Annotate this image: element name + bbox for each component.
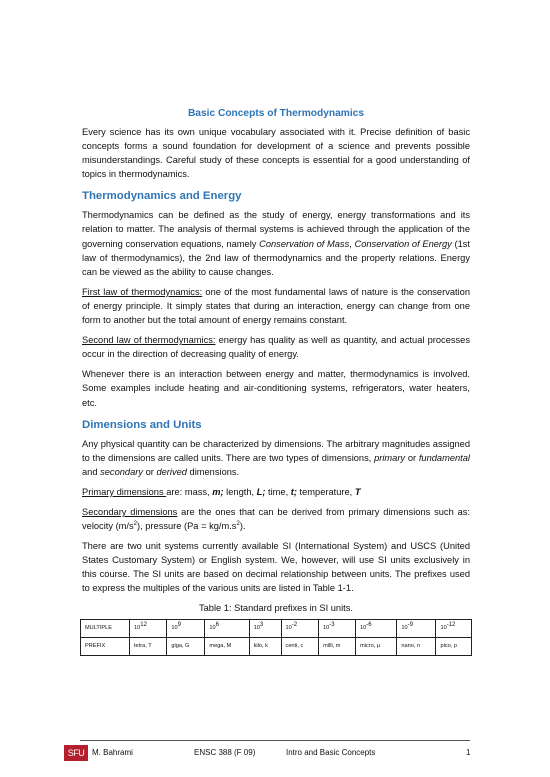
paragraph-unit-systems: There are two unit systems currently available SI (International System) and USCS (United States Customary System) or English system. We, however, will use SI units exclusively in this course. The SI units are based on decimal relationship between units. The prefixes used to express the multiples of the various units are listed in Table 1-1.	[82, 541, 470, 594]
footer-divider	[80, 740, 470, 741]
intro-paragraph: Every science has its own unique vocabulary associated with it. Precise definition of basic concepts forms a sound foundation for development of a science and prevents possible misunderstandings. Careful study of these concepts is essential for a good understanding of topics in thermodynamics.	[82, 127, 470, 180]
multiple-cell: $10^{-9}$	[397, 619, 436, 637]
footer-page-number: 1	[466, 748, 471, 757]
prefix-cell: pico, p	[436, 637, 472, 655]
footer-course: ENSC 388 (F 09)	[194, 748, 256, 757]
multiple-cell: $10^{-3}$	[319, 619, 356, 637]
paragraph-examples: Whenever there is an interaction between energy and matter, thermodynamics is involved. Some examples include heating and air-conditioning systems, refrigerators, water heaters, etc.	[82, 369, 470, 408]
multiple-cell: $10^3$	[249, 619, 281, 637]
multiple-cell: $10^9$	[167, 619, 205, 637]
footer-author: M. Bahrami	[92, 748, 133, 757]
document-title: Basic Concepts of Thermodynamics	[187, 108, 365, 119]
table-row-multiple	[81, 619, 472, 637]
footer-topic: Intro and Basic Concepts	[286, 748, 376, 757]
paragraph-dimensions: Any physical quantity can be characterized by dimensions. The arbitrary magnitudes assigned to the dimensions are called units. There are two types of dimensions, primary or fundamental and secondary or derived dimensions.	[82, 438, 470, 477]
multiple-cell: $10^{-12}$	[436, 619, 472, 637]
table-caption: Table 1: Standard prefixes in SI units.	[198, 602, 353, 613]
paragraph-secondary-dimensions: Secondary dimensions are the ones that can be derived from primary dimensions such as: velocity $(m/s^2)$, pressure $(Pa = kg/m.s^2)$.	[82, 506, 470, 532]
table-row-label: PREFIX	[81, 637, 130, 655]
multiple-cell: $10^{12}$	[130, 619, 167, 637]
multiple-cell: $10^6$	[205, 619, 249, 637]
second-law-label: Second law of thermodynamics:	[82, 335, 216, 346]
document-body	[82, 107, 470, 656]
paragraph-first-law: First law of thermodynamics: one of the most fundamental laws of nature is the conservation of energy principle. It simply states that during an interaction, energy can change from one form to another but the total amount of energy remains constant.	[82, 286, 471, 326]
si-prefix-table	[80, 619, 472, 656]
section-heading-dimensions-units: Dimensions and Units	[82, 418, 202, 431]
paragraph-primary-dimensions: Primary dimensions are: mass, m; length, L; time, t; temperature, T	[82, 486, 361, 497]
prefix-cell: mega, M	[205, 637, 249, 655]
prefix-cell: kilo, k	[249, 637, 281, 655]
multiple-cell: $10^{-6}$	[356, 619, 397, 637]
page-footer	[64, 745, 474, 761]
prefix-cell: giga, G	[167, 637, 205, 655]
paragraph-thermo-definition: Thermodynamics can be defined as the study of energy, energy transformations and its relation to matter. The analysis of thermal systems is achieved through the application of the governing conservation equations, namely Conservation of Mass, Conservation of Energy (1st law of thermodynamics), the 2nd law of thermodynamics and the property relations. Energy can be viewed as the ability to cause changes.	[82, 210, 470, 277]
table-row-prefix	[81, 637, 472, 655]
prefix-cell: centi, c	[281, 637, 319, 655]
prefix-cell: micro, µ	[356, 637, 397, 655]
table-row-label: MULTIPLE	[81, 619, 130, 637]
multiple-cell: $10^{-2}$	[281, 619, 319, 637]
prefix-cell: milli, m	[319, 637, 356, 655]
prefix-cell: nano, n	[397, 637, 436, 655]
first-law-label: First law of thermodynamics:	[82, 286, 203, 297]
section-heading-thermodynamics-energy: Thermodynamics and Energy	[82, 190, 242, 203]
prefix-cell: tetra, T	[130, 637, 167, 655]
sfu-logo: SFU	[64, 745, 88, 761]
paragraph-second-law: Second law of thermodynamics: energy has quality as well as quantity, and actual processes occur in the direction of decreasing quality of energy.	[82, 335, 470, 360]
